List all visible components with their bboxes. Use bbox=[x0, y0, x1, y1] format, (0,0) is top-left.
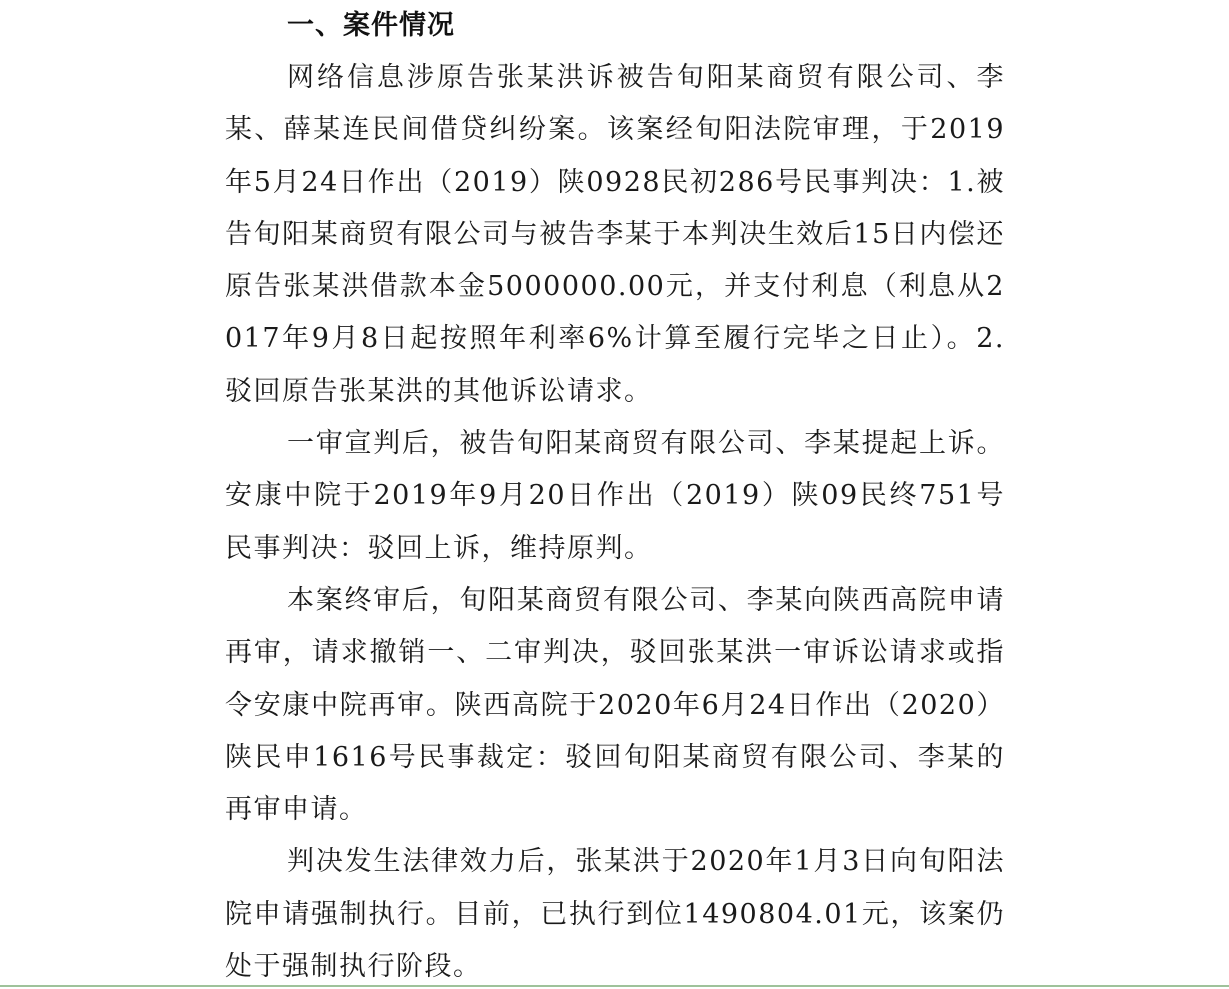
paragraph-enforcement: 判决发生法律效力后，张某洪于2020年1月3日向旬阳法院申请强制执行。目前，已执行到位1490804.01元，该案仍处于强制执行阶段。 bbox=[225, 846, 1005, 983]
section-heading: 一、案件情况 bbox=[287, 10, 455, 41]
paragraph-retrial: 本案终审后，旬阳某商贸有限公司、李某向陕西高院申请再审，请求撤销一、二审判决，驳回张某洪一审诉讼请求或指令安康中院再审。陕西高院于2020年6月24日作出（2020）陕民申1616号民事裁定：驳回旬阳某商贸有限公司、李某的再审申请。 bbox=[225, 584, 1005, 826]
paragraph-case-background: 网络信息涉原告张某洪诉被告旬阳某商贸有限公司、李某、薛某连民间借贷纠纷案。该案经旬阳法院审理，于2019年5月24日作出（2019）陕0928民初286号民事判决：1.被告旬阳某商贸有限公司与被告李某于本判决生效后15日内偿还原告张某洪借款本金5000000.00元，并支付利息（利息从2017年9月8日起按照年利率6%计算至履行完毕之日止）。2.驳回原告张某洪的其他诉讼请求。 bbox=[225, 62, 1005, 407]
document-body bbox=[225, 0, 1005, 989]
page-bottom-divider bbox=[0, 985, 1229, 987]
paragraph-appeal: 一审宣判后，被告旬阳某商贸有限公司、李某提起上诉。安康中院于2019年9月20日作出（2019）陕09民终751号民事判决：驳回上诉，维持原判。 bbox=[225, 428, 1005, 564]
